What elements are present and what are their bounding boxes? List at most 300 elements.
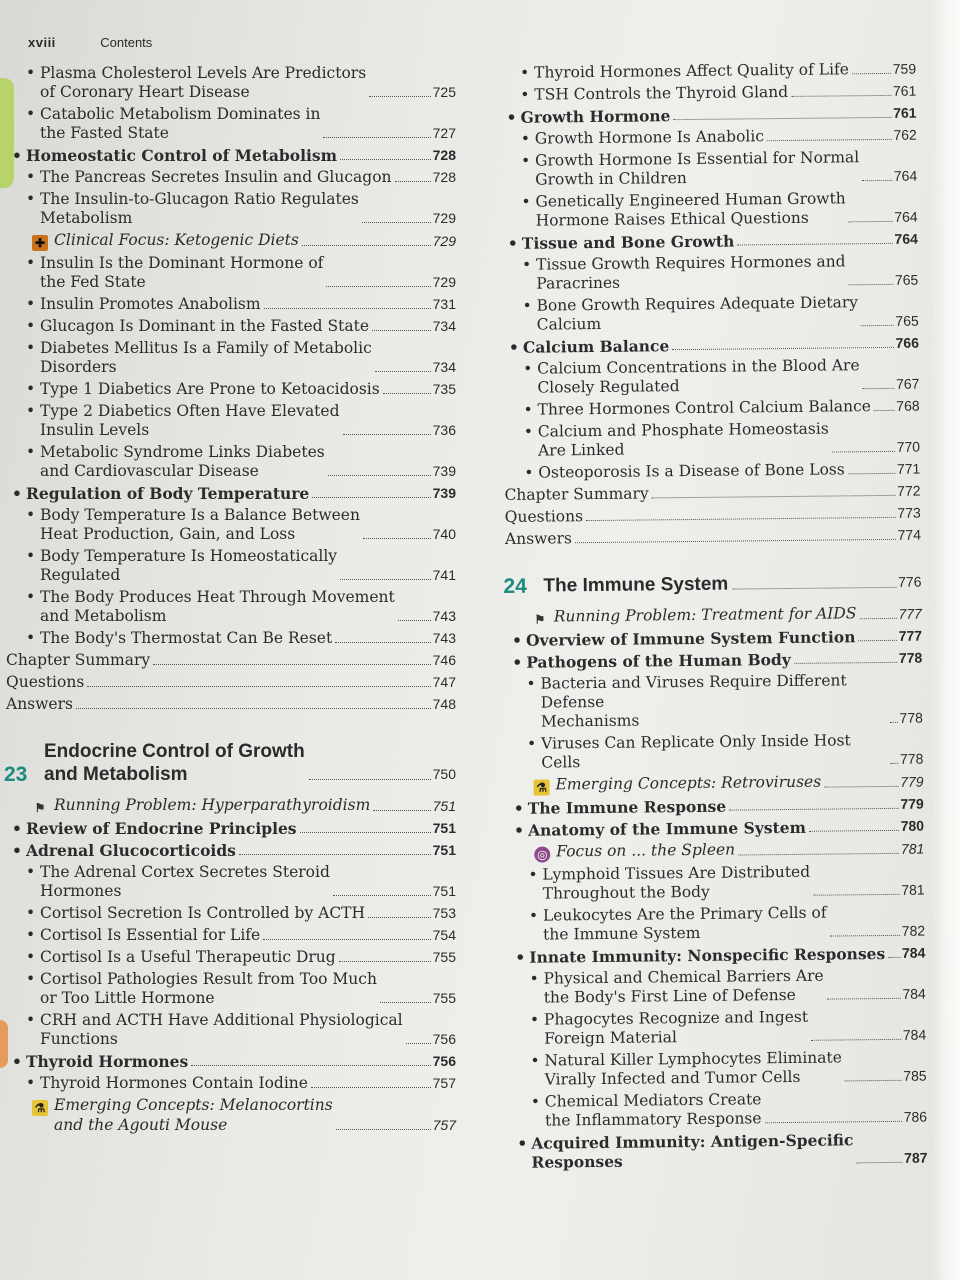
bullet-icon: • [520,85,530,104]
entry-title [6,651,150,670]
page-ref: 764 [894,208,918,225]
entry-text: Running Problem: Hyperparathyroidism [54,796,371,814]
entry-title [527,731,887,773]
page-ref: 757 [432,1117,456,1133]
chapter-title: The Immune System [543,573,729,597]
page-ref: 739 [432,485,456,501]
entry-text: Answers [6,695,73,713]
page-ref: 753 [432,905,456,921]
bullet-icon: • [26,1074,36,1092]
toc-subsection[interactable] [501,356,919,398]
entry-text: Type 1 Diabetics Are Prone to Ketoacidosis [40,380,380,398]
toc-subsection[interactable] [502,419,920,461]
entry-text: Answers [504,529,573,548]
bullet-icon: • [513,820,525,840]
bullet-icon: • [12,841,22,860]
entry-title [517,1130,854,1172]
toc-subsection[interactable] [509,1089,927,1131]
bullet-icon: • [12,484,22,503]
entry-title [529,1007,809,1049]
page-ref: 728 [432,169,456,185]
toc-subsection[interactable] [499,189,917,231]
dot-leader [809,830,899,832]
entry-title [26,317,370,336]
entry-title [6,673,84,692]
toc-subsection[interactable] [508,1048,926,1090]
entry-text: Body Temperature Is a Balance Between Heat Production, Gain, and Loss [40,506,360,543]
dot-leader [373,810,430,811]
toc-end-matter[interactable] [4,651,456,670]
dot-leader [794,662,897,664]
dot-leader [765,1121,902,1123]
bullet-icon: • [513,798,524,818]
dot-leader [343,434,431,435]
entry-text: Thyroid Hormones [26,1052,189,1071]
page-ref: 761 [892,82,917,99]
toc-subsection[interactable] [4,629,456,648]
dot-leader [87,686,430,687]
entry-text: Viruses Can Replicate Only Inside Host Cells [541,731,851,772]
bullet-icon: • [26,317,36,335]
entry-title [512,649,791,672]
dot-leader [340,159,431,160]
entry-title [506,106,671,127]
entry-title [26,402,340,440]
entry-text: Growth Hormone [520,106,671,127]
dot-leader [323,137,430,138]
dot-leader [827,998,901,1000]
toc-end-matter[interactable] [503,504,921,527]
page-ref: 751 [432,883,456,899]
dot-leader [375,371,431,372]
toc-subsection[interactable] [4,64,456,102]
dot-leader [372,330,431,331]
entry-text: Innate Immunity: Nonspecific Responses [529,943,886,967]
entry-text: Body Temperature Is Homeostatically Regulated [40,547,338,584]
dot-leader [300,832,431,833]
dot-leader [888,957,900,958]
entry-title [34,1096,333,1135]
page-ref: 751 [432,820,456,836]
bullet-icon: • [26,904,36,922]
dot-leader [832,451,895,453]
toc-subsection[interactable] [498,82,916,105]
entry-text: The Body Produces Heat Through Movement and Metabolism [40,588,395,625]
page-ref: 736 [432,422,456,438]
entry-title [528,862,811,904]
dot-leader [674,117,892,120]
page-ref: 740 [432,526,456,542]
entry-text: CRH and ACTH Have Additional Physiological Functions [40,1011,403,1048]
toc-section[interactable] [504,627,922,650]
entry-title [519,60,849,82]
dot-leader [813,894,899,896]
entry-title [26,64,367,102]
entry-text: Acquired Immunity: Antigen-Specific Responses [531,1130,854,1172]
toc-feature[interactable] [4,1096,456,1135]
entry-text: Cortisol Secretion Is Controlled by ACTH [40,904,366,922]
dot-leader [791,95,891,97]
bullet-icon: • [511,630,523,650]
toc-section[interactable] [506,795,924,818]
dot-leader [830,935,900,937]
toc-subsection[interactable] [4,317,456,336]
dot-leader [339,961,431,962]
entry-title [26,190,359,228]
toc-subsection[interactable] [507,903,925,945]
entry-text: Physical and Chemical Barriers Are the Body's First Line of Defense [543,966,824,1007]
page-ref: 780 [900,817,925,834]
entry-text: Three Hormones Control Calcium Balance [537,397,872,419]
toc-section[interactable] [4,819,456,838]
page-edge [932,0,960,1280]
bullet-icon: • [520,129,531,148]
toc-subsection[interactable] [498,60,916,83]
toc-section[interactable] [4,146,456,165]
entry-title [34,796,371,816]
bullet-icon: • [26,168,36,186]
page-ref: 767 [895,375,920,392]
page-ref: 784 [902,985,926,1002]
bullet-icon: • [517,1133,528,1153]
entry-title [26,1074,308,1093]
entry-text: Homeostatic Control of Metabolism [26,146,337,165]
page-ref: 765 [895,312,919,329]
dot-leader [575,539,896,543]
dot-leader [890,763,898,764]
page-ref: 747 [432,674,456,690]
page-ref: 750 [432,766,456,782]
dot-leader [824,786,898,788]
focus-on-icon: ◎ [534,846,550,862]
toc-subsection[interactable] [4,970,456,1008]
page-ref: 771 [896,460,921,477]
entry-text: The Pancreas Secretes Insulin and Glucagon [40,168,392,186]
page-ref: 729 [432,274,456,290]
toc-subsection[interactable] [4,926,456,945]
entry-title [26,547,338,585]
toc-section[interactable] [4,1052,456,1071]
toc-end-matter[interactable] [503,526,921,549]
toc-section[interactable] [507,944,925,967]
page-ref: 739 [432,463,456,479]
entry-title [530,1090,762,1130]
bullet-icon: • [26,863,36,881]
dot-leader [309,779,431,780]
dot-leader [406,1043,431,1044]
entry-title [526,671,886,732]
toc-section[interactable] [506,817,924,840]
page-ref: 764 [894,230,918,247]
page-ref: 774 [897,526,922,543]
page-ref: 755 [432,990,456,1006]
page-ref: 776 [898,573,922,590]
toc-end-matter[interactable] [4,673,456,692]
bullet-icon: • [527,734,537,753]
bullet-icon: • [515,947,526,967]
entry-text: Regulation of Body Temperature [26,484,310,503]
emerging-concepts-icon: ⚗ [533,780,549,796]
dot-leader [652,495,895,499]
toc-feature[interactable] [504,604,922,628]
page-ref: 784 [902,1026,927,1043]
bullet-icon: • [508,337,519,357]
entry-text: Chapter Summary [6,651,151,669]
bullet-icon: • [26,506,36,524]
bullet-icon: • [526,674,536,693]
entry-title [536,772,822,796]
dot-leader [326,286,430,287]
dot-leader [369,96,430,97]
bullet-icon: • [12,146,22,165]
toc-subsection[interactable] [504,671,923,732]
entry-title [522,252,846,293]
entry-text: Bone Growth Requires Adequate Dietary Calcium [536,293,859,334]
entry-title [26,105,321,143]
page-ref: 741 [432,567,456,583]
dot-leader [863,388,894,389]
toc-subsection[interactable] [4,506,456,544]
dot-leader [395,181,431,182]
entry-title [529,966,824,1008]
toc-feature[interactable] [506,839,924,863]
bullet-icon: • [520,151,531,170]
dot-leader [738,853,899,856]
bullet-icon: • [530,1051,540,1070]
bullet-icon: • [26,443,36,461]
entry-title [26,904,366,923]
dot-leader [362,222,431,223]
entry-text: Type 2 Diabetics Often Have Elevated Insulin Levels [40,402,340,439]
entry-title [534,604,857,627]
entry-title [524,460,845,482]
entry-title [528,903,827,945]
toc-subsection[interactable] [4,1011,456,1049]
toc-subsection[interactable] [499,126,917,149]
toc-end-matter[interactable] [502,482,920,505]
bullet-icon: • [26,970,36,988]
toc-subsection[interactable] [508,1007,926,1049]
entry-title [513,796,727,818]
dot-leader [380,1002,431,1003]
dot-leader [849,221,892,222]
toc-subsection[interactable] [4,380,456,399]
toc-subsection[interactable] [4,190,456,228]
toc-subsection[interactable] [506,862,924,904]
toc-subsection[interactable] [502,397,920,420]
toc-subsection[interactable] [4,1074,456,1093]
entry-title [26,254,324,292]
page-ref: 761 [893,104,917,121]
page-ref: 756 [432,1053,456,1069]
bullet-icon: • [26,402,36,420]
dot-leader [311,1087,431,1088]
toc-subsection[interactable] [4,339,456,377]
entry-text: Thyroid Hormones Affect Quality of Life [533,60,849,82]
chapter-heading[interactable] [4,740,456,786]
entry-text: Calcium Concentrations in the Blood Are Closely Regulated [537,356,860,397]
bullet-icon: • [522,296,532,315]
toc-section[interactable] [498,104,916,127]
toc-subsection[interactable] [500,293,918,335]
page-ref: 751 [432,842,456,858]
page-ref: 755 [432,949,456,965]
toc-section[interactable] [4,484,456,503]
toc-end-matter[interactable] [4,695,456,714]
toc-section[interactable] [500,230,918,253]
toc-subsection[interactable] [499,148,917,190]
toc-subsection[interactable] [4,443,456,481]
dot-leader [263,939,430,940]
entry-title [536,840,736,863]
entry-text: Insulin Promotes Anabolism [40,295,261,313]
page-ref: 772 [897,482,921,499]
entry-title [505,507,583,527]
running-header [28,34,152,52]
entry-text: Clinical Focus: Ketogenic Diets [54,231,299,249]
entry-title [26,863,330,901]
dot-leader [857,1162,902,1163]
entry-title [523,397,872,419]
entry-text: Bacteria and Viruses Require Different Defense Mechanisms [540,671,847,731]
toc-subsection[interactable] [500,252,918,294]
dot-leader [368,917,431,918]
page-ref: 725 [432,84,456,100]
toc-section[interactable] [4,841,456,860]
chapter-heading[interactable] [503,571,921,598]
toc-subsection[interactable] [4,254,456,292]
entry-text: Questions [6,673,85,691]
entry-text: Lymphoid Tissues Are Distributed Throughout the Body [542,862,811,903]
bullet-icon: • [26,926,36,944]
toc-section[interactable] [509,1130,927,1172]
entry-title [520,148,860,189]
toc-subsection[interactable] [4,402,456,440]
toc-section[interactable] [501,334,919,357]
page-number: xviii [28,35,56,50]
entry-text: Plasma Cholesterol Levels Are Predictors of Coronary Heart Disease [40,64,367,101]
entry-title [530,1048,842,1089]
toc-subsection[interactable] [4,547,456,585]
page-ref: 768 [896,397,920,414]
bullet-icon: • [529,969,539,988]
toc-subsection[interactable] [4,295,456,314]
entry-text: Metabolic Syndrome Links Diabetes and Cardiovascular Disease [40,443,325,480]
page-ref: 778 [898,649,923,666]
entry-text: The Insulin-to-Glucagon Ratio Regulates Metabolism [40,190,359,227]
dot-leader [76,708,431,709]
entry-text: Emerging Concepts: Melanocortins and the Agouti Mouse [54,1096,333,1134]
entry-text: Phagocytes Recognize and Ingest Foreign Material [543,1007,809,1048]
dot-leader [264,308,431,309]
page-ref: 754 [432,927,456,943]
bullet-icon: • [519,63,530,82]
dot-leader [858,640,896,641]
dot-leader [874,410,894,411]
entry-title [12,819,297,838]
bullet-icon: • [12,819,22,838]
dot-leader [302,245,431,246]
dot-leader [340,579,431,580]
entry-text: Review of Endocrine Principles [26,819,297,838]
toc-feature[interactable] [4,796,456,816]
toc-subsection[interactable] [505,731,923,773]
toc-subsection[interactable] [4,904,456,923]
bullet-icon: • [507,233,518,253]
bullet-icon: • [26,64,36,82]
page-ref: 748 [432,696,456,712]
page-ref: 766 [895,334,920,351]
entry-text: The Adrenal Cortex Secretes Steroid Hormones [40,863,330,900]
page-ref: 781 [900,840,925,857]
bullet-icon: • [530,1092,541,1111]
toc-subsection[interactable] [4,105,456,143]
toc-subsection[interactable] [4,588,456,626]
entry-title [523,419,829,461]
entry-text: Adrenal Glucocorticoids [26,841,236,860]
entry-text: Running Problem: Treatment for AIDS [553,604,857,626]
entry-title [26,1011,403,1049]
bullet-icon: • [522,255,532,274]
entry-title [26,380,380,399]
entry-title [26,948,336,967]
toc-feature[interactable] [4,231,456,251]
bullet-icon: • [528,865,538,884]
dot-leader [312,497,430,498]
toc-subsection[interactable] [502,460,920,483]
toc-subsection[interactable] [507,966,925,1008]
toc-subsection[interactable] [4,168,456,187]
bullet-icon: • [26,948,36,966]
page-ref: 735 [432,381,456,397]
page-ref: 751 [432,798,456,814]
bullet-icon: • [521,192,531,211]
entry-title [12,484,310,503]
toc-subsection[interactable] [4,863,456,901]
dot-leader [191,1065,430,1066]
entry-title [505,529,572,549]
entry-title [12,841,236,860]
page-ref: 764 [893,167,918,184]
bullet-icon: • [26,295,36,313]
dot-leader [328,475,431,476]
entry-text: Growth Hormone Is Anabolic [534,127,765,148]
entry-title [520,127,765,148]
dot-leader [859,618,896,619]
toc-subsection[interactable] [4,948,456,967]
entry-text: Cortisol Is a Useful Therapeutic Drug [40,948,336,966]
entry-title [515,943,886,967]
entry-text: The Immune Response [527,796,727,818]
entry-title [26,926,261,945]
bullet-icon: • [523,400,533,419]
entry-title [523,356,860,397]
bullet-icon: • [26,254,36,272]
dot-leader [890,722,898,723]
entry-text: Genetically Engineered Human Growth Hormone Raises Ethical Questions [535,189,846,230]
entry-text: Growth Hormone Is Essential for Normal Growth in Children [534,148,860,189]
toc-right-column [498,60,928,1175]
toc-feature[interactable] [505,772,923,796]
toc-section[interactable] [504,649,922,672]
page-ref: 743 [432,630,456,646]
page-ref: 729 [432,210,456,226]
page-ref: 779 [900,773,924,790]
dot-leader [383,393,431,394]
dot-leader [845,1080,901,1082]
entry-title [26,168,392,187]
entry-text: Chapter Summary [504,484,649,504]
